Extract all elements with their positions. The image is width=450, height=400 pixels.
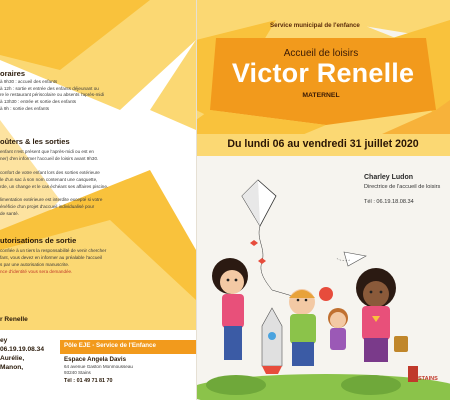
maternel-label: MATERNEL: [302, 92, 340, 99]
gouters-title: oûters & les sorties: [0, 137, 70, 146]
girl-eye: [227, 279, 230, 282]
horaires-title: oraires: [0, 69, 26, 78]
service-label: Service municipal de l'enfance: [270, 22, 360, 29]
boy-shirt: [290, 314, 316, 344]
fold-line: [196, 0, 197, 400]
stains-logo-mark: [408, 366, 418, 382]
boy-eye: [297, 299, 300, 302]
girl-shirt: [222, 294, 244, 328]
bush-right: [341, 375, 401, 395]
right-panel: [196, 0, 450, 400]
girl-eye: [235, 279, 238, 282]
autorisations-line-1: confiée à un tiers la responsabilité de venir chercher: [0, 248, 107, 253]
gouters-line-10: de santé.: [0, 211, 19, 216]
girl-face: [220, 270, 244, 294]
horaires-line-1: à 9h30 : accueil des enfants: [0, 79, 58, 84]
gouters-line-8: limentation extérieure est interdite excepté si votre: [0, 197, 103, 202]
contact-tel: Tél : 06.19.18.08.34: [364, 199, 414, 205]
pole-tel: Tél : 01 49 71 81 70: [64, 378, 113, 384]
bottom-line-2: 06.19.19.08.34: [0, 346, 44, 353]
page-title: Victor Renelle: [231, 58, 415, 88]
honey-pot: [394, 336, 408, 352]
horaires-line-5: à 9h : sortie des enfants: [0, 106, 50, 111]
boy-right-eye: [370, 291, 373, 294]
pole-address2: 93240 Stains: [64, 370, 91, 375]
gouters-line-6: rde, un change et le cas échéant ses affaires piscine.: [0, 184, 109, 189]
stains-logo-text: STAINS: [418, 376, 438, 382]
gouters-line-4: confort de votre enfant lors des sorties extérieure: [0, 170, 100, 175]
bottom-line-1: ey: [0, 337, 8, 344]
boy-right-pants: [364, 338, 388, 362]
pole-place: Espace Angela Davis: [64, 356, 127, 363]
accueil-label: Accueil de loisirs: [283, 48, 359, 59]
rocket-window: [268, 332, 276, 340]
autorisations-line-3: s par une autorisation manuscrite.: [0, 262, 70, 267]
boy-eye: [305, 299, 308, 302]
horaires-line-3: re le restaurant périscolaire ou absents l'après-midi: [0, 92, 105, 97]
autorisations-line-4: nce d'identité vous sera demandée.: [0, 269, 73, 274]
bottom-line-4: Manon,: [0, 364, 24, 371]
bottom-line-3: Aurélie,: [0, 355, 25, 362]
gouters-line-1: enfant n'est présent que l'après-midi ou est en: [0, 149, 94, 154]
bush-left: [206, 375, 266, 395]
horaires-line-2: à 12h : sortie et entrée des enfants déjeunant ou: [0, 86, 99, 91]
boy-pants: [292, 342, 314, 366]
dates-label: Du lundi 06 au vendredi 31 juillet 2020: [227, 138, 419, 150]
autorisations-title: utorisations de sortie: [0, 236, 77, 245]
boy-right-face: [363, 281, 389, 307]
pole-address1: 64 avenue Gaston Monmousseau: [64, 364, 133, 369]
contact-role: Directrice de l'accueil de loisirs: [364, 184, 441, 190]
contact-name: Charley Ludon: [364, 174, 414, 181]
gouters-line-2: ner) d'en informer l'accueil de loisirs avant 9h30.: [0, 156, 99, 161]
gouters-line-9: énéficie d'un projet d'accueil individualisé pour: [0, 204, 95, 209]
bottom-name-line: r Renelle: [0, 316, 28, 323]
boy-right-shirt: [362, 306, 390, 340]
pole-title: Pôle EJE - Service de l'Enfance: [64, 342, 156, 349]
horaires-line-4: à 13h30 : entrée et sortie des enfants: [0, 99, 77, 104]
left-panel: [0, 0, 196, 400]
boy-right-eye: [380, 291, 383, 294]
gouters-line-5: le d'un sac à son nom contenant une casquette,: [0, 177, 98, 182]
small-girl-face: [330, 312, 346, 328]
autorisations-line-2: fant, vous devez en informer au préalable l'accueil: [0, 255, 102, 260]
small-girl-dress: [330, 328, 346, 350]
balloon: [319, 287, 333, 301]
girl-pants: [224, 326, 242, 360]
